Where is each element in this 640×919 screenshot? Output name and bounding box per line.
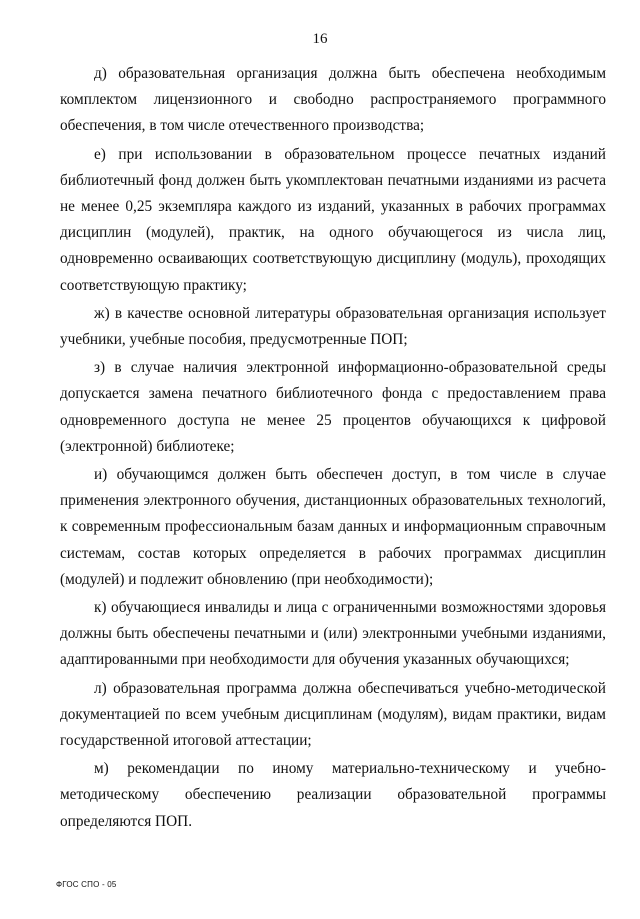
page-number: 16 xyxy=(312,31,328,47)
footer-code: ФГОС СПО - 05 xyxy=(56,880,117,889)
paragraph-zh: ж) в качестве основной литературы образовательная организация использует учебники, учебные пособия, предусмотренные ПОП; xyxy=(60,304,606,349)
document-body xyxy=(60,61,606,837)
paragraph-i: и) обучающимся должен быть обеспечен доступ, в том числе в случае применения электронного обучения, дистанционных образовательных технологий, к современным профессиональным базам данных и информационным справочным системам, состав которых определяется в рабочих программах дисциплин (модулей) и подлежит обновлению (при необходимости); xyxy=(60,466,606,588)
paragraph-d: д) образовательная организация должна быть обеспечена необходимым комплектом лицензионного и свободно распространяемого программного обеспечения, в том числе отечественного производства; xyxy=(60,65,606,135)
paragraph-e: е) при использовании в образовательном процессе печатных изданий библиотечный фонд должен быть укомплектован печатными изданиями из расчета не менее 0,25 экземпляра каждого из изданий, указанных в рабочих программах дисциплин (модулей), практик, на одного обучающегося из числа лиц, одновременно осваивающих соответствующую дисциплину (модуль), проходящих соответствующую практику; xyxy=(60,145,606,294)
paragraph-l: л) образовательная программа должна обеспечиваться учебно-методической документацией по всем учебным дисциплинам (модулям), видам практики, видам государственной итоговой аттестации; xyxy=(60,679,606,750)
paragraph-m: м) рекомендации по иному материально-техническому и учебно-методическому обеспечению реализации образовательной программы определяются ПОП. xyxy=(60,760,606,830)
paragraph-k: к) обучающиеся инвалиды и лица с ограниченными возможностями здоровья должны быть обеспечены печатными и (или) электронными учебными изданиями, адаптированными при необходимости для обучения указанных обучающихся; xyxy=(60,599,606,669)
paragraph-z: з) в случае наличия электронной информационно-образовательной среды допускается замена печатного библиотечного фонда с предоставлением права одновременного доступа не менее 25 процентов обучающихся к цифровой (электронной) библиотеке; xyxy=(60,359,606,455)
